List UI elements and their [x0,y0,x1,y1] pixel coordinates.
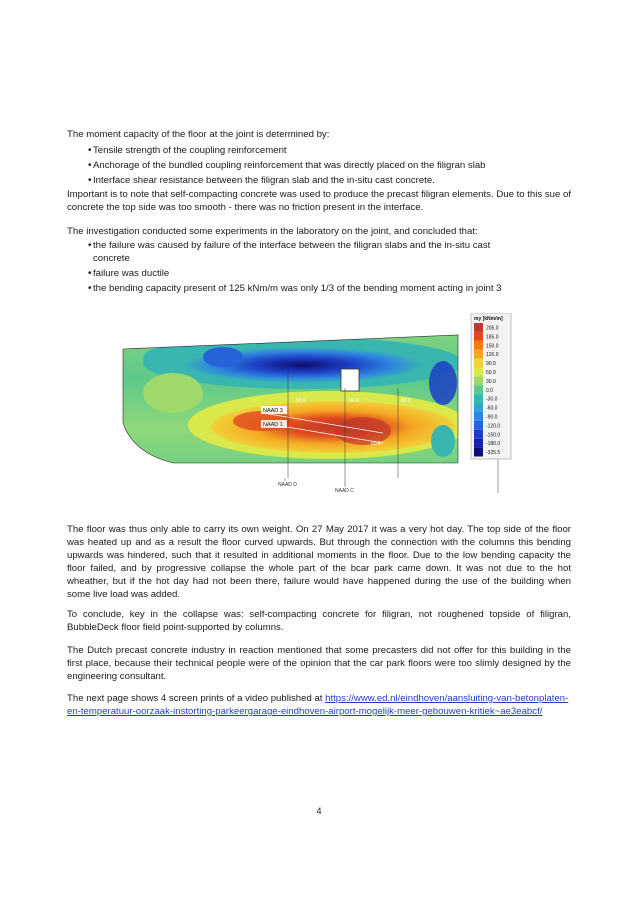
important-paragraph [67,188,571,214]
legend-value: 185.0 [486,334,499,341]
investigation-bullet: • the bending capacity present of 125 kNm/m was only 1/3 of the bending moment acting in joint 3 [67,282,571,295]
intro-bullet-list [67,144,571,187]
legend-value: -30.0 [486,396,498,403]
dimension-label: 60.0 [371,441,381,447]
dimension-label: 60.0 [401,398,411,404]
legend-swatch [474,368,483,377]
legend-swatch [474,385,483,394]
intro-heading: The moment capacity of the floor at the joint is determined by: [67,129,330,140]
legend-title: my [kNm/m] [474,316,503,322]
dimension-label: 90.0 [296,398,306,404]
investigation-bullet: • the failure was caused by failure of the interface between the filigran slabs and the in-situ cast concrete [67,239,571,265]
conclusion-text: To conclude, key in the collapse was: self-compacting concrete for filigran, not roughened topside of filigran, BubbleDeck floor field point-supported by columns. [67,609,571,633]
legend-value: 120.0 [486,352,499,359]
legend-value: 150.0 [486,343,499,350]
intro-bullet: • Interface shear resistance between the filigran slab and the in-situ cast concrete. [67,174,571,187]
legend-swatch [474,359,483,368]
legend-swatch [474,376,483,385]
video-link[interactable]: https://www.ed.nl/eindhoven/aansluiting-van-betonplaten-en-temperatuur-oorzaak-instorting-parkeergarage-eindhoven-airport-mogelijk-meer-gebouwen-kritiek~ae3eabcf/ [67,693,569,717]
legend-swatch [474,448,483,457]
naad-3-label: NAAD 3 [263,408,283,414]
next-page-intro: The next page shows 4 screen prints of a video published at [67,693,326,704]
industry-paragraph [67,644,571,683]
page-number: 4 [316,806,322,816]
column-marker [341,369,359,391]
legend-swatch [474,323,483,332]
investigation-heading: The investigation conducted some experiments in the laboratory on the joint, and concluded that: [67,226,478,237]
legend-swatch [474,350,483,359]
legend-swatch [474,430,483,439]
collapse-paragraph [67,523,571,601]
legend-value: -325.5 [486,450,501,457]
legend-value: 90.0 [486,361,496,368]
legend-value: 205.0 [486,325,499,332]
legend-value: 60.0 [486,370,496,376]
intro-bullet: • Anchorage of the bundled coupling reinforcement that was directly placed on the filigran slab [67,159,571,172]
intro-section [67,128,571,189]
legend-swatch [474,412,483,421]
legend-swatch [474,332,483,341]
investigation-bullet-list [67,239,571,295]
next-page-paragraph [67,692,571,718]
contour-slab [113,313,473,503]
color-legend [471,313,511,459]
industry-text: The Dutch precast concrete industry in reaction mentioned that some precasters did not offer for this building in the first place, because their technical people were of the opinion that the car park floors were too slimly designed by the engineering consultant. [67,645,571,682]
legend-swatch [474,394,483,403]
conclusion-paragraph [67,608,571,634]
bending-moment-contour-figure [113,313,521,503]
naad-1-label: NAAD 1 [263,422,283,428]
investigation-section [67,225,571,297]
legend-value: 0.0 [486,387,493,394]
legend-swatch [474,421,483,430]
legend-value: -60.0 [486,405,498,412]
naad-d-label: NAAD D [278,482,297,488]
intro-bullet: • Tensile strength of the coupling reinforcement [67,144,571,157]
naad-c-label: NAAD C [335,488,354,494]
important-text: Important is to note that self-compacting concrete was used to produce the precast filigran elements. Due to this sue of concrete the top side was too smooth - there was no friction present in the interface. [67,189,571,213]
legend-swatch [474,341,483,350]
dimension-label: 90.0 [349,398,359,404]
collapse-text: The floor was thus only able to carry its own weight. On 27 May 2017 it was a very hot day. The top side of the floor was heated up and as a result the floor curved upwards. But through the connection with the columns this bending upwards was hindered, such that it resulted in additional moments in the floor. Due to the low bending capacity the floor failed, and by progressive collapse the whole part of the bcar park came down. It was not due to the hot wheather, but if the hot day had not been there, failure would have happened during the use of the building when some live load was added. [67,524,571,600]
legend-value: -180.0 [486,441,501,448]
legend-value: -150.0 [486,432,501,439]
legend-value: -120.0 [486,423,501,430]
legend-value: 30.0 [486,378,496,385]
legend-swatch [474,439,483,448]
legend-swatch [474,403,483,412]
legend-value: -90.0 [486,414,498,421]
next-page-text [67,692,571,718]
investigation-bullet: • failure was ductile [67,267,571,280]
